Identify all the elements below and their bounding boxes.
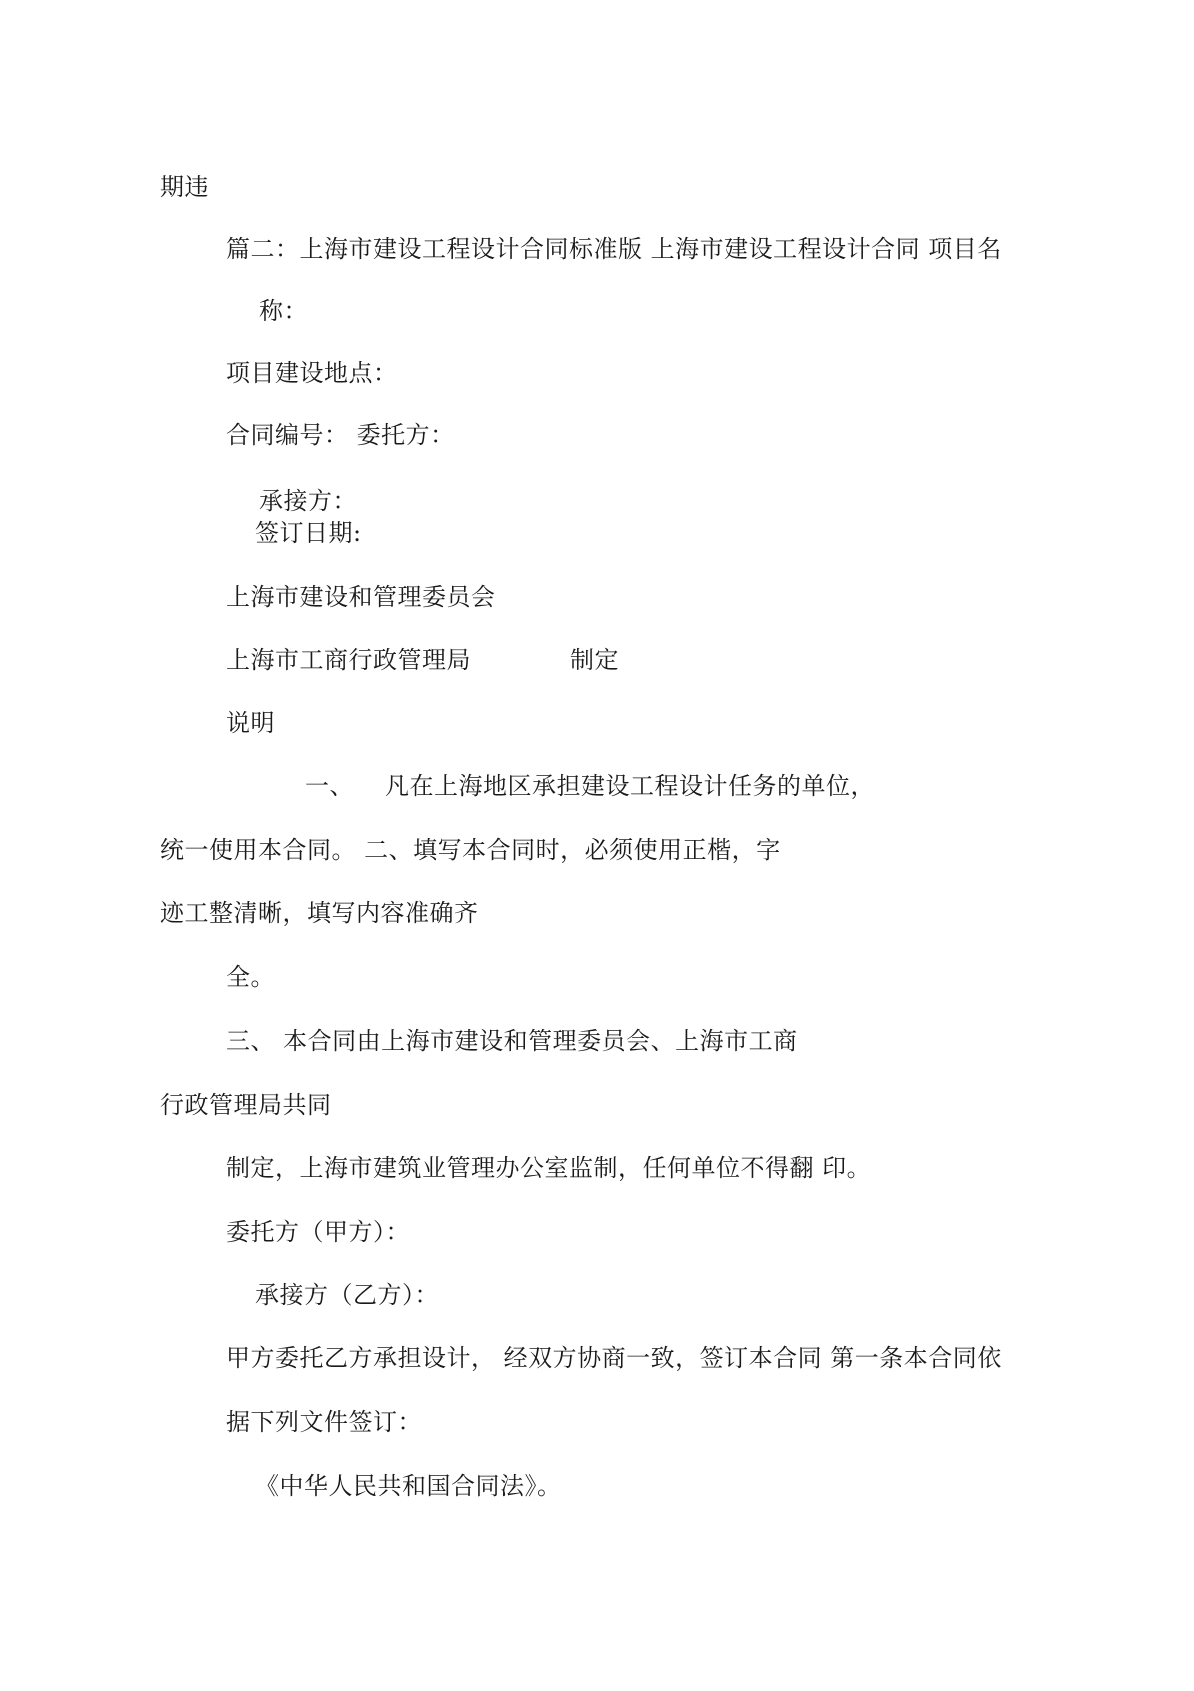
- text-line-qiwei: 期违: [160, 173, 209, 201]
- party-b-label: 承接方（乙方）：: [255, 1281, 439, 1309]
- issued-by-label: 制定: [570, 646, 619, 674]
- issuer-commerce-bureau: 上海市工商行政管理局: [226, 646, 471, 674]
- note-text-line: 行政管理局共同: [160, 1091, 332, 1119]
- section-heading: 篇二：上海市建设工程设计合同标准版 上海市建设工程设计合同 项目名: [226, 235, 1002, 263]
- signing-date-label: 签订日期:: [255, 519, 362, 547]
- note-text-line: 制定，上海市建筑业管理办公室监制，任何单位不得翻 印。: [226, 1154, 872, 1182]
- note-1-text: 凡在上海地区承担建设工程设计任务的单位，: [385, 772, 875, 800]
- issuer-construction-committee: 上海市建设和管理委员会: [226, 583, 496, 611]
- note-text-line: 迹工整清晰，填写内容准确齐: [160, 899, 479, 927]
- law-reference: 《中华人民共和国合同法》。: [255, 1472, 562, 1500]
- project-name-label: 称：: [259, 297, 308, 325]
- notes-heading: 说明: [226, 709, 275, 737]
- project-location-label: 项目建设地点：: [226, 359, 398, 387]
- note-text-line: 全。: [226, 963, 275, 991]
- note-3-text: 三、 本合同由上海市建设和管理委员会、上海市工商: [226, 1027, 798, 1055]
- agreement-text-line: 甲方委托乙方承担设计， 经双方协商一致，签订本合同 第一条本合同依: [226, 1344, 1002, 1372]
- contract-number-client-label: 合同编号： 委托方：: [226, 421, 455, 449]
- party-a-label: 委托方（甲方）：: [226, 1218, 410, 1246]
- contractor-label: 承接方：: [259, 487, 357, 515]
- note-1-number: 一、: [305, 772, 354, 800]
- agreement-text-line: 据下列文件签订：: [226, 1408, 422, 1436]
- note-text-line: 统一使用本合同。 二、填写本合同时，必须使用正楷，字: [160, 836, 781, 864]
